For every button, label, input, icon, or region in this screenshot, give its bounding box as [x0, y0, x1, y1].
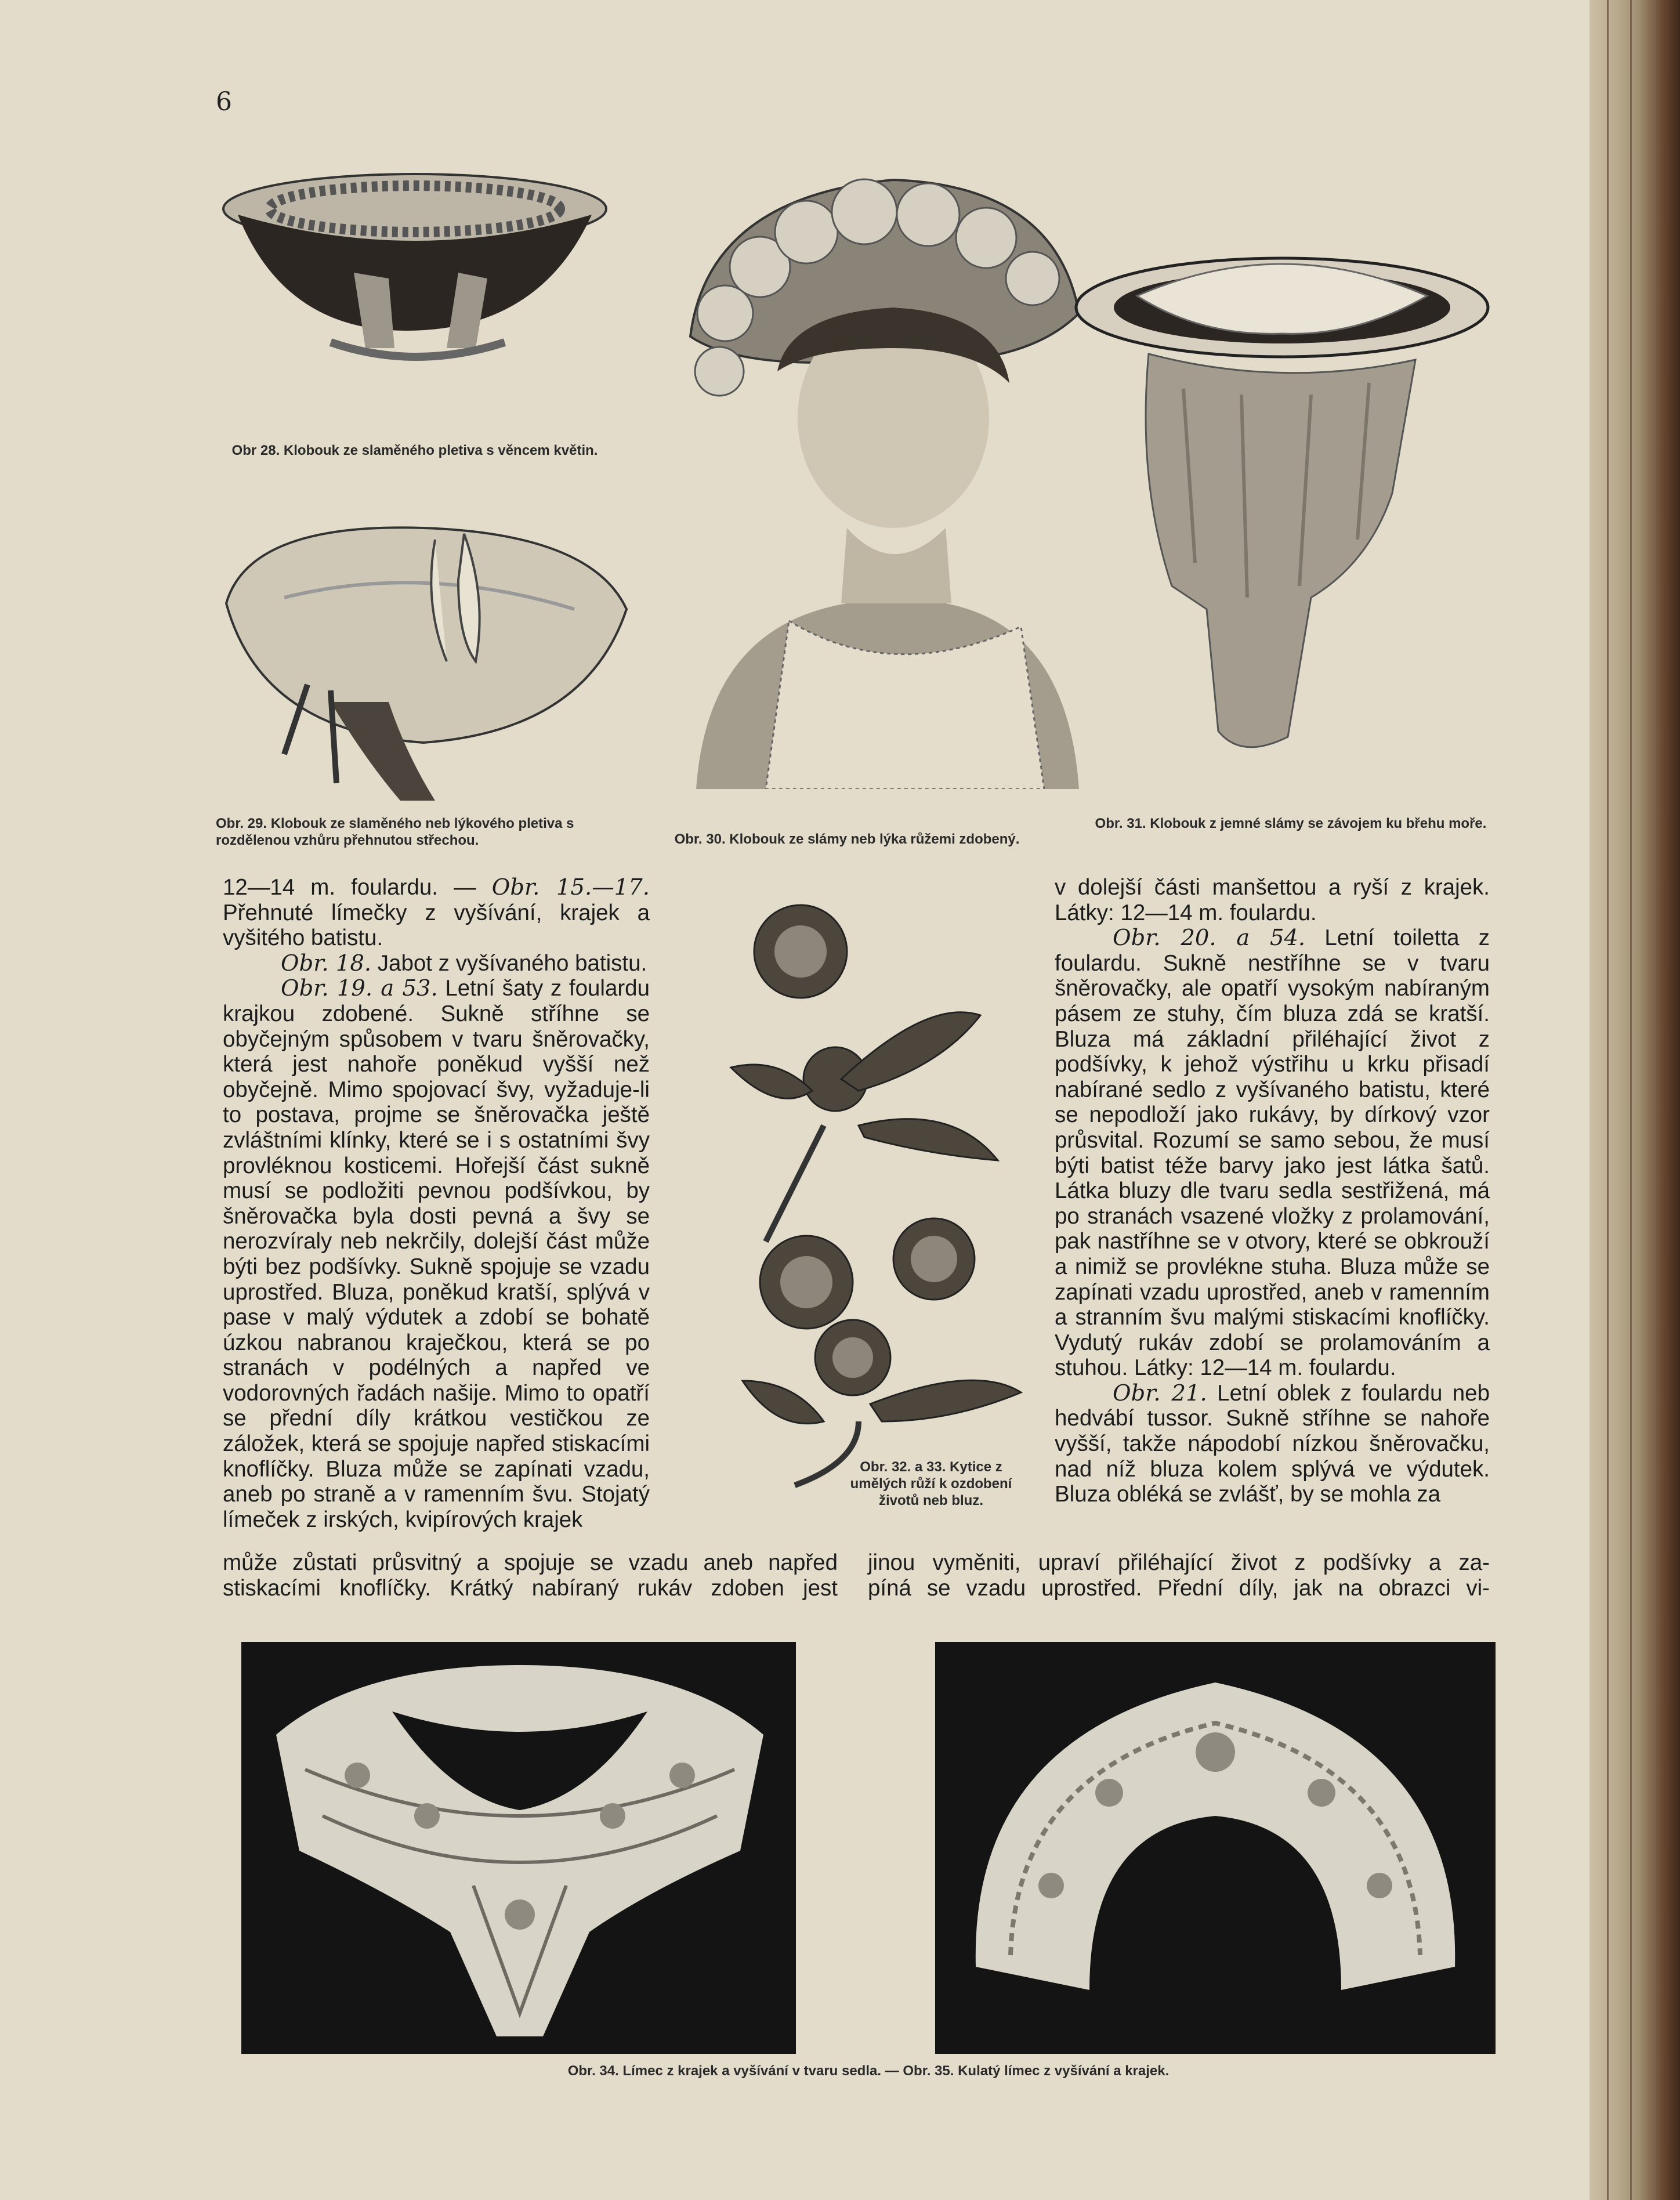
fig-ref-15-17: Obr. 15.—17. — [491, 874, 650, 900]
left-p1-desc: Přehnuté límečky z vyšívání, krajek a vyšitého batistu. — [223, 900, 650, 951]
round-lace-collar-photo — [935, 1642, 1496, 2054]
caption-obr-34-35: Obr. 34. Límec z krajek a vyšívání v tvaru sedla. — Obr. 35. Kulatý límec z vyšívání a krajek. — [567, 2063, 1170, 2079]
left-bottom-line-1: může zůstati průsvitný a spojuje se vzadu aneb napřed — [223, 1550, 838, 1575]
fig-ref-20-54: Obr. 20. a 54. — [1113, 925, 1306, 951]
left-p1-text: 12—14 m. foulardu. — — [223, 875, 492, 900]
fig-ref-18: Obr. 18. — [281, 950, 372, 976]
caption-obr-31: Obr. 31. Klobouk z jemné slámy se závojem ku břehu moře. — [1095, 816, 1487, 831]
book-spine-edge — [1590, 0, 1680, 2200]
rose-bouquet-illustration — [708, 882, 1056, 1526]
hat-folded-brim-illustration — [215, 511, 638, 812]
fig-ref-21: Obr. 21. — [1113, 1380, 1207, 1406]
left-bottom-line-2: stiskacími knoflíčky. Krátký nabíraný rukáv zdoben jest — [223, 1576, 838, 1601]
hat-wreath-illustration — [215, 157, 615, 389]
right-text-column — [1055, 875, 1490, 1507]
woman-rose-hat-illustration — [673, 162, 1091, 789]
right-bottom-line-1: jinou vyměniti, upraví přiléhající život z podšívky a za- — [868, 1550, 1490, 1575]
page-number: 6 — [216, 87, 232, 117]
caption-obr-30: Obr. 30. Klobouk ze slámy neb lýka růžemi zdobený. — [674, 831, 1020, 847]
fig-ref-19-53: Obr. 19. a 53. — [281, 975, 438, 1002]
right-bottom-line-2: píná se vzadu uprostřed. Přední díly, jak na obrazci vi- — [868, 1576, 1490, 1601]
left-p3-desc: Letní šaty z foulardu krajkou zdobené. Sukně stříhne se obyčejným spůsobem v tvaru šněrovačky, která jest nahoře poněkud vyšší než obyčejně. Mimo spojovací švy, vyžaduje-li to postava, projme se šněrovačka ještě zvláštními klínky, které se i s ostatními švy provléknou kosticemi. Hořejší část sukně musí se podložiti pevnou podšívkou, by šněrovačka byla dosti pevná a švy se nerozvíraly neb nekrčily, dolejší část může býti bez podšívky. Sukně spojuje se vzadu uprostřed. Bluza, poněkud kratší, splývá v pase v malý výdutek a zdobí se bohatě úzkou nabranou kraječkou, která se po stranách v podélných a napřed ve vodorovných řadách našije. Mimo to opatří se přední díly krátkou vestičkou ze záložek, která se spojuje napřed stiskacími knoflíčky. Bluza může se zapínati vzadu, aneb po straně a v ramenním švu. Stojatý límeček z irských, kvipírových krajek — [223, 976, 650, 1532]
hat-veil-illustration — [1067, 238, 1497, 760]
lace-yoke-collar-photo — [241, 1642, 796, 2054]
caption-obr-32-33: Obr. 32. a 33. Kytice z umělých růží k ozdobení životů neb bluz. — [850, 1459, 1012, 1508]
right-p3-desc: Letní oblek z foulardu neb hedvábí tussor. Sukně stříhne se nahoře vyšší, takže nápodobí nízkou šněrovačku, nad níž bluza kolem splývá ve výdutek. Bluza obléká se zvlášť, by se mohla za — [1055, 1380, 1490, 1507]
right-p1: v dolejší části manšettou a ryší z krajek. Látky: 12—14 m. foulardu. — [1055, 875, 1490, 925]
left-text-column — [223, 875, 650, 1532]
left-p2-desc: Jabot z vyšívaného batistu. — [371, 950, 647, 976]
right-p2-desc: Letní toiletta z foulardu. Sukně nestříhne se v tvaru šněrovačky, ale opatří vysokým nabíraným pásem ze stuhy, čím bluza zdá se kratší. Bluza má základní přiléhající život z podšívky, k jehož výstřihu u krku přisadí nabírané sedlo z vyšívaného batistu, které se nepodloží jako rukávy, by dírkový vzor průsvital. Rozumí se samo sebou, že musí býti batist téže barvy jako jest látka šatů. Látka bluzy dle tvaru sedla sestřižená, má po stranách vsazené vložky z prolamování, pak nastříhne se v otvory, které se obkrouží a nimiž se provlékne stuha. Bluza může se zapínati vzadu uprostřed, aneb v ramenním a stranním švu malými stiskacími knoflíčky. Vydutý rukáv zdobí se prolamováním a stuhou. Látky: 12—14 m. foulardu. — [1055, 925, 1490, 1381]
caption-obr-29: Obr. 29. Klobouk ze slaměného neb lýkového pletiva s rozdělenou vzhůru přehnutou střechou. — [216, 816, 574, 848]
caption-obr-28: Obr 28. Klobouk ze slaměného pletiva s věncem květin. — [231, 443, 598, 458]
